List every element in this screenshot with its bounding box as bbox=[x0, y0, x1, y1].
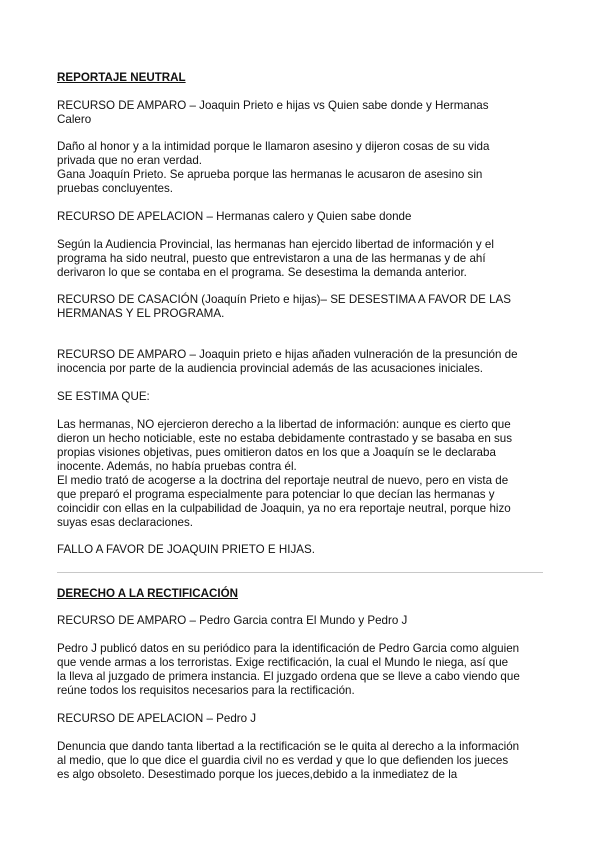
section-heading-derecho-rectificacion: DERECHO A LA RECTIFICACIÓN bbox=[57, 587, 238, 600]
paragraph bbox=[57, 614, 543, 628]
paragraph bbox=[57, 543, 543, 557]
text-line: Daño al honor y a la intimidad porque le llamaron asesino y dijeron cosas de su vida bbox=[57, 140, 490, 153]
text-line: RECURSO DE CASACIÓN (Joaquín Prieto e hijas)– SE DESESTIMA A FAVOR DE LAS bbox=[57, 293, 512, 306]
text-line: Según la Audiencia Provincial, las hermanas han ejercido libertad de información y el bbox=[57, 238, 494, 251]
paragraph bbox=[57, 418, 543, 530]
text-line: coincidir con ellas en la culpabilidad de Joaquin, ya no era reportaje neutral, porque hizo bbox=[57, 502, 511, 515]
text-line: FALLO A FAVOR DE JOAQUIN PRIETO E HIJAS. bbox=[57, 543, 315, 556]
text-line: Calero bbox=[57, 113, 92, 126]
text-line: que preparó el programa especialmente para potenciar lo que decían las hermanas y bbox=[57, 488, 495, 501]
text-line: inocencia por parte de la audiencia provincial además de las acusaciones iniciales. bbox=[57, 362, 484, 375]
text-line: El medio trató de acogerse a la doctrina del reportaje neutral de nuevo, pero en vista de bbox=[57, 474, 509, 487]
text-line: Pedro J publicó datos en su periódico para la identificación de Pedro Garcia como alguien bbox=[57, 642, 520, 655]
text-line: pruebas concluyentes. bbox=[57, 182, 174, 195]
text-line: RECURSO DE AMPARO – Pedro Garcia contra El Mundo y Pedro J bbox=[57, 614, 408, 627]
paragraph bbox=[57, 348, 543, 376]
text-line: RECURSO DE APELACION – Pedro J bbox=[57, 712, 257, 725]
text-line: RECURSO DE AMPARO – Joaquin Prieto e hijas vs Quien sabe donde y Hermanas bbox=[57, 99, 489, 112]
text-line: inocente. Además, no había pruebas contra él. bbox=[57, 460, 297, 473]
text-line: Denuncia que dando tanta libertad a la rectificación se le quita al derecho a la información bbox=[57, 740, 520, 753]
text-line: RECURSO DE AMPARO – Joaquin prieto e hijas añaden vulneración de la presunción de bbox=[57, 348, 518, 361]
paragraph bbox=[57, 740, 543, 782]
text-line: RECURSO DE APELACION – Hermanas calero y Quien sabe donde bbox=[57, 210, 412, 223]
paragraph bbox=[57, 293, 543, 321]
text-line: Gana Joaquín Prieto. Se aprueba porque las hermanas le acusaron de asesino sin bbox=[57, 168, 483, 181]
paragraph bbox=[57, 140, 543, 196]
text-line: derivaron lo que se contaba en el programa. Se desestima la demanda anterior. bbox=[57, 266, 467, 279]
text-line: HERMANAS Y EL PROGRAMA. bbox=[57, 307, 225, 320]
text-line: programa ha sido neutral, puesto que entrevistaron a una de las hermanas y de ahí bbox=[57, 252, 486, 265]
section-divider bbox=[57, 572, 543, 573]
text-line: es algo obsoleto. Desestimado porque los jueces,debido a la inmediatez de la bbox=[57, 768, 458, 781]
paragraph bbox=[57, 642, 543, 698]
text-line: dieron un hecho noticiable, este no estaba debidamente contrastado y se basaba en sus bbox=[57, 432, 513, 445]
paragraph bbox=[57, 390, 543, 404]
text-line: privada que no eran verdad. bbox=[57, 154, 203, 167]
text-line: SE ESTIMA QUE: bbox=[57, 390, 150, 403]
paragraph bbox=[57, 99, 543, 127]
text-line: que vende armas a los terroristas. Exige rectificación, la cual el Mundo le niega, así que bbox=[57, 656, 509, 669]
text-line: Las hermanas, NO ejercieron derecho a la libertad de información: aunque es cierto que bbox=[57, 418, 511, 431]
text-line: reúne todos los requisitos necesarios para la rectificación. bbox=[57, 684, 355, 697]
section-heading-reportaje-neutral: REPORTAJE NEUTRAL bbox=[57, 71, 186, 84]
text-line: propias visiones objetivas, pues omitieron datos en los que a Joaquín se le declaraba bbox=[57, 446, 496, 459]
text-line: la lleva al juzgado de primera instancia. El juzgado ordena que se lleve a cabo viendo que bbox=[57, 670, 520, 683]
paragraph bbox=[57, 238, 543, 280]
paragraph bbox=[57, 712, 543, 726]
text-line: al medio, que lo que dice el guardia civil no es verdad y que lo que defienden los jueces bbox=[57, 754, 509, 767]
text-line: suyas esas declaraciones. bbox=[57, 516, 193, 529]
paragraph bbox=[57, 210, 543, 224]
